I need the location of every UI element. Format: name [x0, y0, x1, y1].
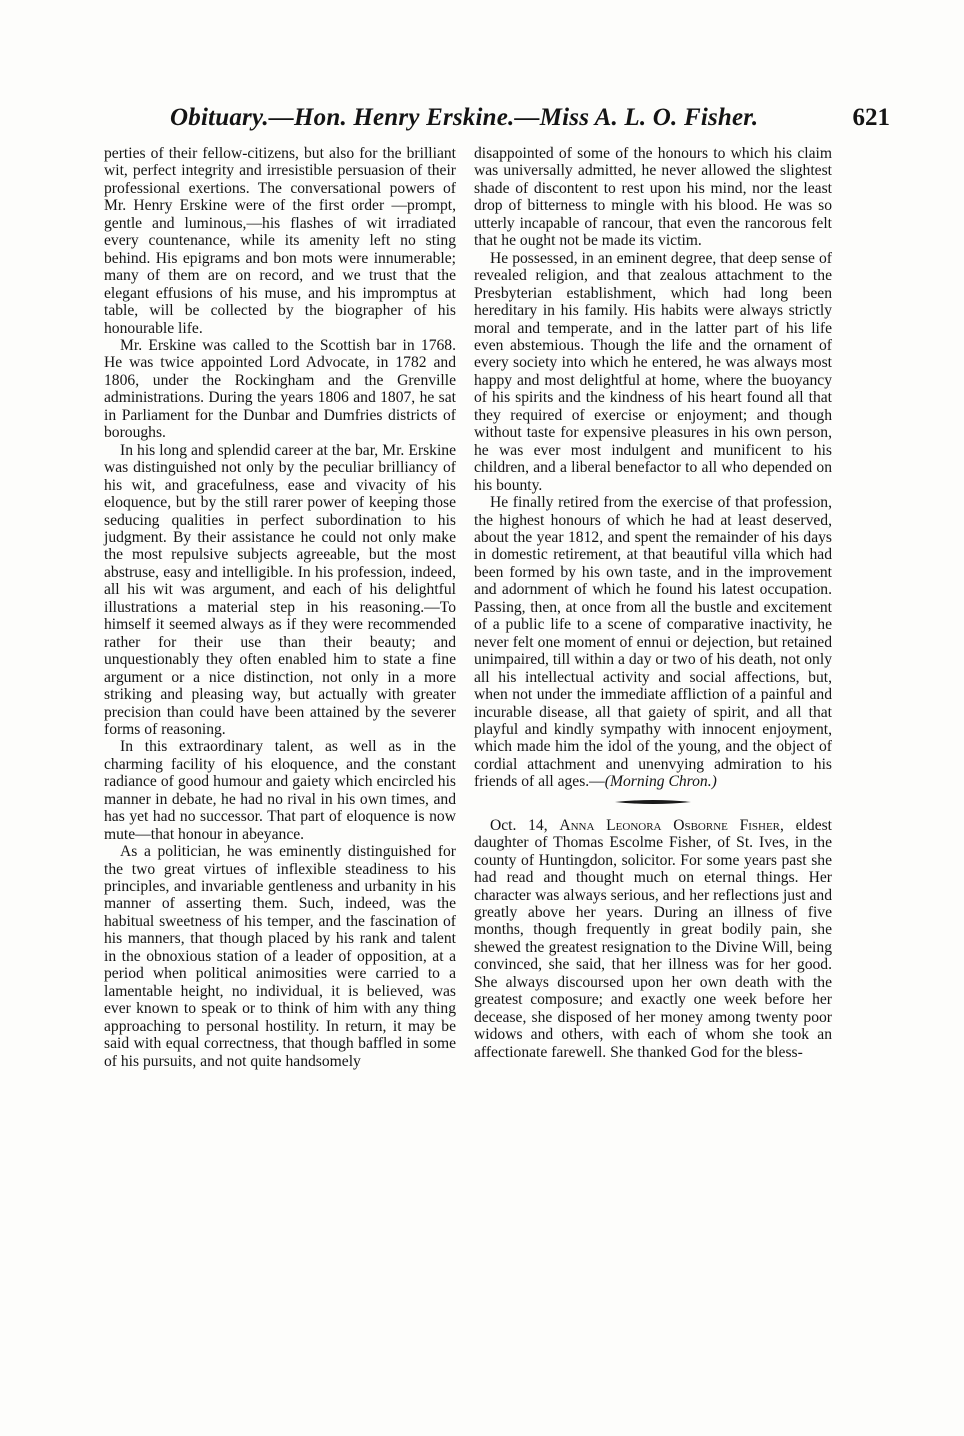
page-number: 621 [852, 104, 890, 131]
paragraph: perties of their fellow-citizens, but also for the brilliant wit, perfect integrity and irresistible persuasion of their professional exertions. The conversational powers of Mr. Henry Erskine were of the first order —prompt, gentle and luminous,—his flashes of wit irradiated every countenance, while its amenity left no sting behind. His epigrams and bon mots were innumerable; many of them are on record, and we trust that the elegant effusions of his muse, and his impromptus at table, will be collected by the biographer of his honourable life. [104, 145, 456, 337]
entry-date: Oct. 14, [490, 816, 560, 834]
paragraph: disappointed of some of the honours to which his claim was universally admitted, he never allowed the slightest shade of discontent to rest upon his mind, nor the least drop of bitterness to mingle with his blood. He was so utterly incapable of rancour, that even the rancorous felt that he ought not be made its victim. [474, 145, 832, 250]
entry-text: , eldest daughter of Thomas Escolme Fisher, of St. Ives, in the county of Huntingdon, solicitor. For some years past she had read and thought much on eternal things. Her character was always serious, and her reflections just and greatly above her years. During an illness of five months, though frequently in great bodily pain, she shewed the greatest resignation to the Divine Will, being convinced, she said, that her illness was for her good. She always discoursed upon her own death with the greatest composure; and exactly one week before her decease, she disposed of her money among twenty poor widows and others, with each of whom she took an affectionate farewell. She thanked God for the bless- [474, 816, 833, 1061]
paragraph: He possessed, in an eminent degree, that deep sense of revealed religion, and that zealous attachment to the Presbyterian establishment, which had long been hereditary in his family. His habits were always strictly moral and temperate, and in the latter part of his life even abstemious. Though the life and the ornament of every society into which he entered, he was always most happy and most delightful at home, where the buoyancy of his spirits and the kindness of his heart found all that they required of exercise or enjoyment; and though without taste for expensive pleasures in his own person, he was ever most indulgent and munificent to his children, and a liberal benefactor to all who depended on his bounty. [474, 249, 832, 494]
right-column [474, 145, 832, 1061]
running-title: Obituary.—Hon. Henry Erskine.—Miss A. L. O. Fisher. [170, 104, 759, 131]
paragraph-text: He finally retired from the exercise of that profession, the highest honours of which he had at least deserved, about the year 1812, and spent the remainder of his days in domestic retirement, at that beautiful villa which had been formed by his own taste, and in the improvement and adornment of which he found his latest occupation. Passing, then, at once from all the bustle and excitement of a public life to a scene of comparative inactivity, he never felt one moment of ennui or dejection, but retained unimpaired, till within a day or two of his death, not only all his intellectual activity and social affections, but, when not under the immediate affliction of a painful and incurable disease, all that gaiety of spirit, and all that playful and kindly sympathy with innocent enjoyment, which made him the idol of the young, and the object of cordial attachment and unenvying admiration to his friends of all ages.— [474, 494, 832, 791]
entry-name: Anna Leonora Osborne Fisher [559, 816, 781, 834]
page-header [100, 104, 890, 144]
paragraph: In this extraordinary talent, as well as in the charming facility of his eloquence, and the constant radiance of good humour and gaiety which encircled his manner in debate, he had no rival in his own times, and has yet had no successor. That part of eloquence is now mute—that honour in abeyance. [104, 738, 456, 843]
paragraph: In his long and splendid career at the bar, Mr. Erskine was distinguished not only by the peculiar brilliancy of his wit, and gracefulness, ease and vivacity of his eloquence, but by the still rarer power of keeping those seducing qualities in perfect subordination to his judgment. By their assistance he could not only make the most repulsive subjects agreeable, but the most abstruse, easy and intelligible. In his profession, indeed, all his wit was argument, and each of his delightful illustrations a material step in his reasoning.—To himself it seemed always as if they were recommended rather for their use than their beauty; and unquestionably they often enabled him to state a fine argument or a nice distinction, not only in a more striking and pleasing way, but actually with greater precision than could have been attained by the severer forms of reasoning. [104, 441, 456, 738]
left-column [104, 145, 456, 1070]
paragraph: As a politician, he was eminently distinguished for the two great virtues of inflexible steadiness to his principles, and invariable gentleness and urbanity in his manner of asserting them. Such, indeed, was the habitual sweetness of his temper, and the fascination of his manners, that though placed by his rank and talent in the obnoxious station of a leader of opposition, at a period when political animosities were carried to a lamentable height, no individual, it is believed, was ever known to speak or to think of him with any thing approaching to personal hostility. In return, it may be said with equal correctness, that though baffled in some of his pursuits, and not quite handsomely [104, 843, 456, 1070]
paragraph: Mr. Erskine was called to the Scottish bar in 1768. He was twice appointed Lord Advocate, in 1782 and 1806, under the Rockingham and the Grenville administrations. During the years 1806 and 1807, he sat in Parliament for the Dunbar and Dumfries districts of boroughs. [104, 336, 456, 442]
paragraph [474, 494, 832, 791]
section-divider-ornament [613, 799, 693, 805]
obituary-entry-fisher [474, 817, 832, 1061]
source-attribution: (Morning Chron.) [604, 773, 717, 791]
